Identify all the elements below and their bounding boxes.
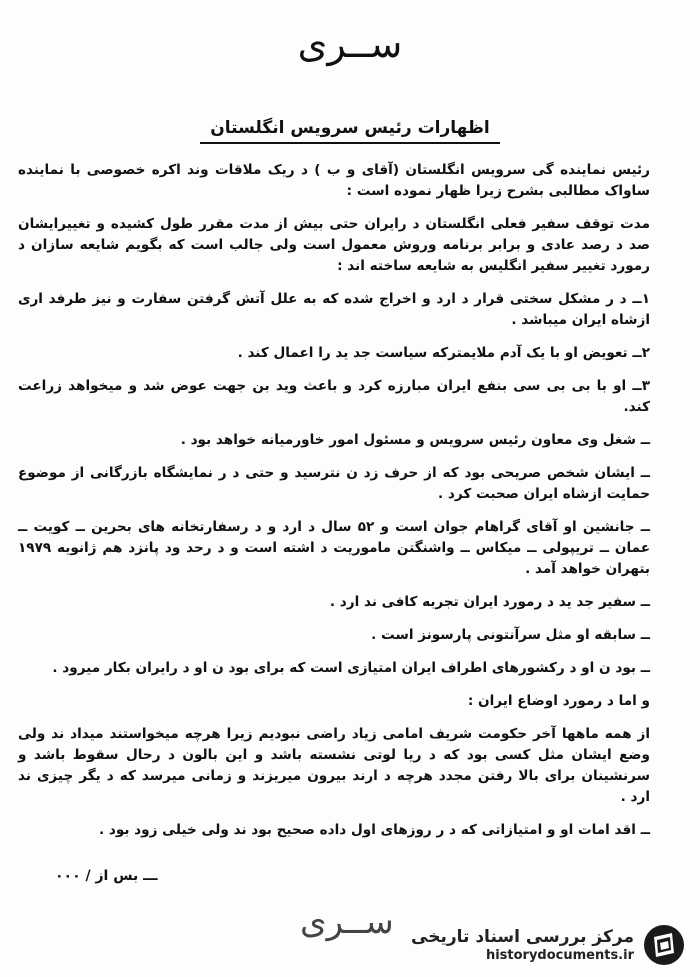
section-heading: و اما د رمورد اوضاع ایران : xyxy=(467,693,650,709)
classification-mark-bottom: ســرى xyxy=(300,902,394,942)
list-item: ۱ــ د ر مشکل سختی قرار د ارد و اخراج شده که به علل آتش گرفتن سفارت و نیز طرفد اری ازشاه ایران میباشد . xyxy=(18,291,650,328)
document-body xyxy=(18,160,650,853)
document-title-text: اظهارات رئیس سرویس انگلستان xyxy=(200,118,499,144)
intro-paragraph: رئیس نماینده گی سرویس انگلستان (آقای و ب ) د ریک ملاقات وند اکره خصوصی با نماینده ساواک مطالبی بشرح زیرا ظهار نموده است : xyxy=(18,162,650,199)
archive-watermark xyxy=(411,923,686,967)
paragraph-government: از همه ماهها آخر حکومت شریف امامی زیاد راضی نبودیم زیرا هرچه میخواستند میداد ند ولی وضع ایشان مثل کسی بود که د ریا لوتی نشسته باشد و این بالون د رحال سقوط باشد و سرنشینان برای بالا رفتن مجدد هرچه د ارند بیرون میریزند و زمانی میرسد که د یگر چیزی ند ارد . xyxy=(18,726,650,805)
document-title xyxy=(0,118,700,138)
list-item: ــ ایشان شخص صریحی بود که از حرف زد ن نترسید و حتی د ر نمایشگاه بازرگانی از موضوع حمایت ازشاه ایران صحبت کرد . xyxy=(18,465,650,502)
paragraph-concessions: ــ اقد امات او و امتیازاتی که د ر روزهای اول داده صحیح بود ند ولی خیلی زود بود . xyxy=(98,822,650,838)
continuation-note: ـــ بس از / ۰۰۰ xyxy=(55,868,158,884)
list-item: ــ سابقه او مثل سرآنتونی پارسونز است . xyxy=(371,627,650,643)
watermark-name: مرکز بررسی اسناد تاریخی xyxy=(411,927,634,947)
list-item: ــ بود ن او د رکشورهای اطراف ایران امتیازی است که برای بود ن او د رایران بکار میرود . xyxy=(52,660,650,676)
list-item: ۲ــ تعویض او با یک آدم ملایمترکه سیاست جد ید را اعمال کند . xyxy=(237,345,650,361)
list-item: ــ جانشین او آقای گراهام جوان است و ۵۲ سال د ارد و د رسفارتخانه های بحرین ــ کویت ــ عمان ــ تریپولی ــ میکاس ــ واشنگتن ماموریت د اشته است و د رحد ود پانزد هم ژانویه ۱۹۷۹ بتهران خواهد آمد . xyxy=(18,519,650,577)
archive-logo-icon xyxy=(642,923,686,967)
paragraph-ambassador: مدت توقف سفیر فعلی انگلستان د رایران حتی بیش از مدت مقرر طول کشیده و تغییرایشان صد د رصد عادی و برابر برنامه وروش معمول است ولی جالب است که بگویم شایعه سازان د رمورد تغییر سفیر انگلیس به شایعه ساخته اند : xyxy=(18,216,650,274)
list-item: ــ سفیر جد ید د رمورد ایران تجربه کافی ند ارد . xyxy=(329,594,650,610)
list-item: ــ شغل وی معاون رئیس سرویس و مسئول امور خاورمیانه خواهد بود . xyxy=(180,432,650,448)
watermark-url: historydocuments.ir xyxy=(485,948,634,963)
classification-mark-top: ســرى xyxy=(297,22,403,66)
watermark-text xyxy=(411,926,634,964)
list-item: ۳ــ او با بی بی سی بنفع ایران مبارزه کرد و باعث وید بن جهت عوض شد و میخواهد زراعت کند. xyxy=(18,378,650,415)
